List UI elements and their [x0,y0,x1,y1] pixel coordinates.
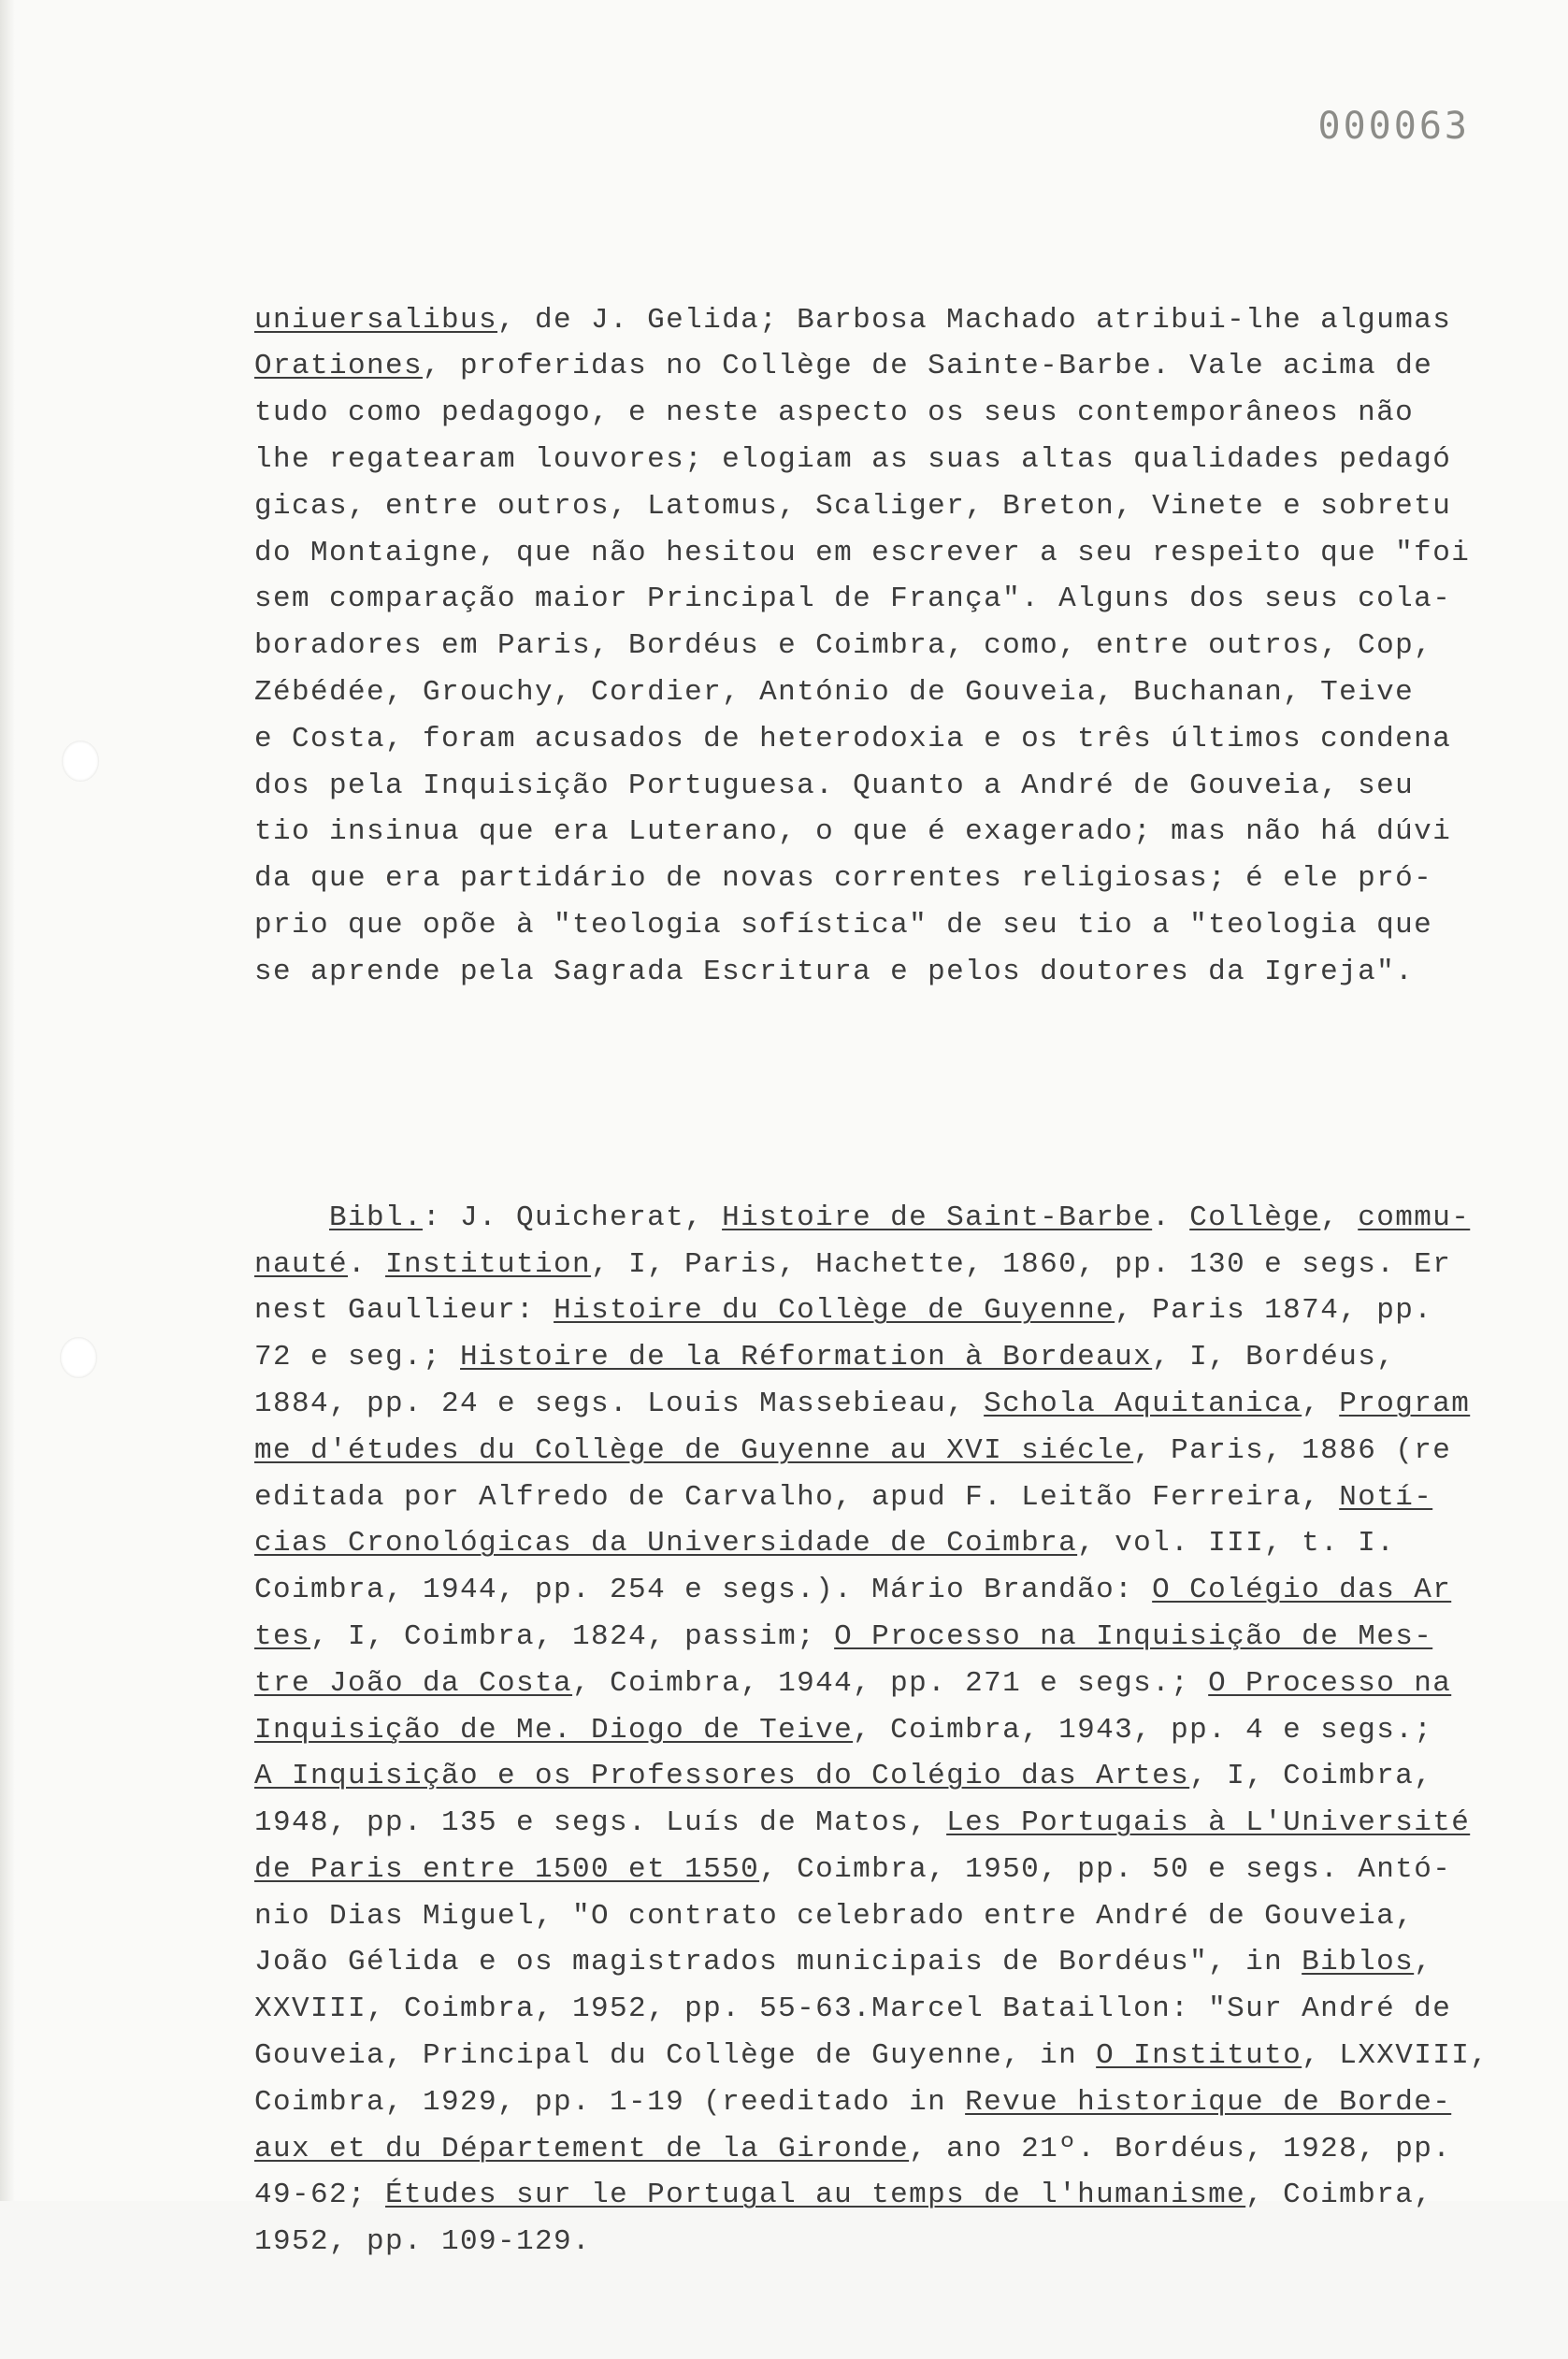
text-segment: , [1302,1387,1340,1420]
text-segment: , LXXVIII, [1302,2039,1489,2073]
underlined-title: de Paris entre 1500 et 1550 [254,1852,760,1886]
text-segment: , Coimbra, 1950, pp. 50 e segs. Antó- [759,1852,1452,1886]
text-line [254,623,1507,669]
underlined-title: Orationes [254,350,424,383]
text-segment: do Montaigne, que não hesitou em escrever a seu respeito que "foi [254,536,1471,569]
underlined-title: Histoire de Saint-Barbe [722,1201,1153,1234]
text-segment: , I, Coimbra, 1824, passim; [310,1619,835,1653]
underlined-title: Institution [385,1247,592,1281]
text-segment: , proferidas no Collège de Sainte-Barbe. Vale acima de [423,350,1433,383]
paragraph-bibliography [254,1195,1507,2266]
text-segment: , Coimbra, [1245,2179,1433,2212]
scan-edge-shadow [0,0,15,2201]
underlined-title: Histoire du Collège de Guyenne [554,1294,1115,1328]
text-segment: , Coimbra, 1944, pp. 271 e segs.; [572,1666,1209,1700]
text-segment: , [1414,1946,1433,1979]
text-line [254,949,1507,996]
text-segment: prio que opõe à "teologia sofística" de seu tio a "teologia que [254,908,1433,942]
text-segment: , [1320,1201,1359,1234]
underlined-title: tes [254,1619,311,1653]
bibliography-line [254,1428,1507,1474]
text-line [254,856,1507,902]
text-segment: nio Dias Miguel, "O contrato celebrado entre André de Gouveia, [254,1899,1415,1933]
bibliography-line [254,1893,1507,1940]
paragraph-biography [254,297,1507,996]
underlined-title: Biblos [1302,1946,1415,1979]
text-segment: tio insinua que era Luterano, o que é exagerado; mas não há dúvi [254,815,1452,849]
bibliography-line [254,1753,1507,1800]
bibliography-line [254,2172,1507,2219]
page-number-stamp: 000063 [1317,105,1470,148]
underlined-title: O Colégio das Ar [1152,1574,1452,1607]
text-line [254,390,1507,437]
text-line [254,763,1507,810]
bibliography-line [254,2033,1507,2079]
underlined-title: nauté [254,1247,349,1281]
text-segment: dos pela Inquisição Portuguesa. Quanto a André de Gouveia, seu [254,769,1415,802]
text-segment: 1948, pp. 135 e segs. Luís de Matos, [254,1806,947,1840]
text-segment: nest Gaullieur: [254,1294,554,1328]
text-line [254,483,1507,530]
bibliography-line [254,2219,1507,2266]
bibliography-line [254,1939,1507,1986]
paragraph-gap [254,1088,1507,1101]
bibliography-line [254,1986,1507,2033]
bibliography-line [254,1847,1507,1893]
text-line [254,716,1507,763]
text-segment: , Coimbra, 1943, pp. 4 e segs.; [853,1713,1433,1747]
bibliography-line [254,2079,1507,2126]
text-line [254,530,1507,577]
text-segment: editada por Alfredo de Carvalho, apud F. Leitão Ferreira, [254,1480,1340,1514]
text-line [254,809,1507,856]
bibliography-line [254,1381,1507,1428]
bibliography-line [254,1520,1507,1567]
text-line [254,343,1507,390]
underlined-title: Bibl. [329,1201,424,1234]
text-segment: : J. Quicherat, [423,1201,723,1234]
bibliography-line [254,1474,1507,1521]
bibliography-line [254,2126,1507,2173]
typed-text-body [254,204,1507,2359]
bibliography-line [254,1567,1507,1614]
bibliography-line [254,1334,1507,1381]
text-segment: , Paris 1874, pp. [1115,1294,1433,1328]
underlined-title: me d'études du Collège de Guyenne au XVI siécle [254,1433,1134,1467]
bibliography-line [254,1707,1507,1754]
underlined-title: aux et du Département de la Gironde [254,2132,910,2165]
underlined-title: Program [1339,1387,1471,1420]
bibliography-line [254,1195,1507,1242]
bibliography-line [254,1661,1507,1707]
underlined-title: cias Cronológicas da Universidade de Coimbra [254,1527,1078,1561]
underlined-title: O Instituto [1096,2039,1302,2073]
text-segment: 1952, pp. 109-129. [254,2225,592,2259]
text-segment [254,1201,329,1234]
text-segment: , ano 21º. Bordéus, 1928, pp. [909,2132,1452,2165]
text-segment: 1884, pp. 24 e segs. Louis Massebieau, [254,1387,985,1420]
text-segment: João Gélida e os magistrados municipais de Bordéus", in [254,1946,1302,1979]
underlined-title: Notí- [1339,1480,1433,1514]
text-segment: 49-62; [254,2179,386,2212]
text-line [254,669,1507,716]
underlined-title: A Inquisição e os Professores do Colégio das Artes [254,1760,1190,1793]
text-segment: , I, Bordéus, [1152,1341,1396,1374]
text-segment: , I, Coimbra, [1189,1760,1433,1793]
text-segment: Gouveia, Principal du Collège de Guyenne, in [254,2039,1097,2073]
underlined-title: Revue historique de Borde- [965,2085,1452,2119]
text-segment: Coimbra, 1929, pp. 1-19 (reeditado in [254,2085,966,2119]
underlined-title: commu- [1358,1201,1471,1234]
text-segment: , vol. III, t. I. [1077,1527,1396,1561]
text-segment: . [348,1247,386,1281]
text-line [254,576,1507,623]
text-segment: boradores em Paris, Bordéus e Coimbra, como, entre outros, Cop, [254,629,1433,663]
text-segment: sem comparação maior Principal de França". Alguns dos seus cola- [254,583,1452,616]
underlined-title: O Processo na Inquisição de Mes- [834,1619,1433,1653]
bibliography-line [254,1800,1507,1847]
text-line [254,902,1507,949]
text-line [254,297,1507,344]
text-segment: 72 e seg.; [254,1341,461,1374]
bibliography-line [254,1287,1507,1334]
text-segment: gicas, entre outros, Latomus, Scaliger, Breton, Vinete e sobretu [254,489,1452,523]
text-segment: , I, Paris, Hachette, 1860, pp. 130 e segs. Er [591,1247,1452,1281]
text-segment: , Paris, 1886 (re [1133,1433,1452,1467]
underlined-title: Histoire de la Réformation à Bordeaux [460,1341,1153,1374]
text-segment: e Costa, foram acusados de heterodoxia e os três últimos condena [254,722,1452,755]
text-segment: lhe regatearam louvores; elogiam as suas altas qualidades pedagó [254,442,1452,476]
text-segment: se aprende pela Sagrada Escritura e pelos doutores da Igreja". [254,955,1415,988]
text-segment: . [1152,1201,1190,1234]
underlined-title: tre João da Costa [254,1666,573,1700]
text-segment: tudo como pedagogo, e neste aspecto os seus contemporâneos não [254,396,1415,430]
underlined-title: Études sur le Portugal au temps de l'humanisme [385,2179,1246,2212]
text-segment: Coimbra, 1944, pp. 254 e segs.). Mário Brandão: [254,1574,1153,1607]
underlined-title: Collège [1189,1201,1321,1234]
underlined-title: Les Portugais à L'Université [946,1806,1471,1840]
underlined-title: Schola Aquitanica [984,1387,1302,1420]
text-segment: da que era partidário de novas correntes religiosas; é ele pró- [254,862,1433,896]
underlined-title: uniuersalibus [254,303,498,337]
underlined-title: Inquisição de Me. Diogo de Teive [254,1713,854,1747]
underlined-title: O Processo na [1208,1666,1452,1700]
punch-hole-upper [62,741,99,782]
text-segment: Zébédée, Grouchy, Cordier, António de Gouveia, Buchanan, Teive [254,675,1415,709]
punch-hole-lower [60,1337,97,1378]
bibliography-line [254,1614,1507,1661]
text-segment: XXVIII, Coimbra, 1952, pp. 55-63.Marcel Bataillon: "Sur André de [254,1992,1452,2026]
bibliography-line [254,1242,1507,1288]
text-segment: , de J. Gelida; Barbosa Machado atribui-lhe algumas [497,303,1452,337]
text-line [254,437,1507,483]
